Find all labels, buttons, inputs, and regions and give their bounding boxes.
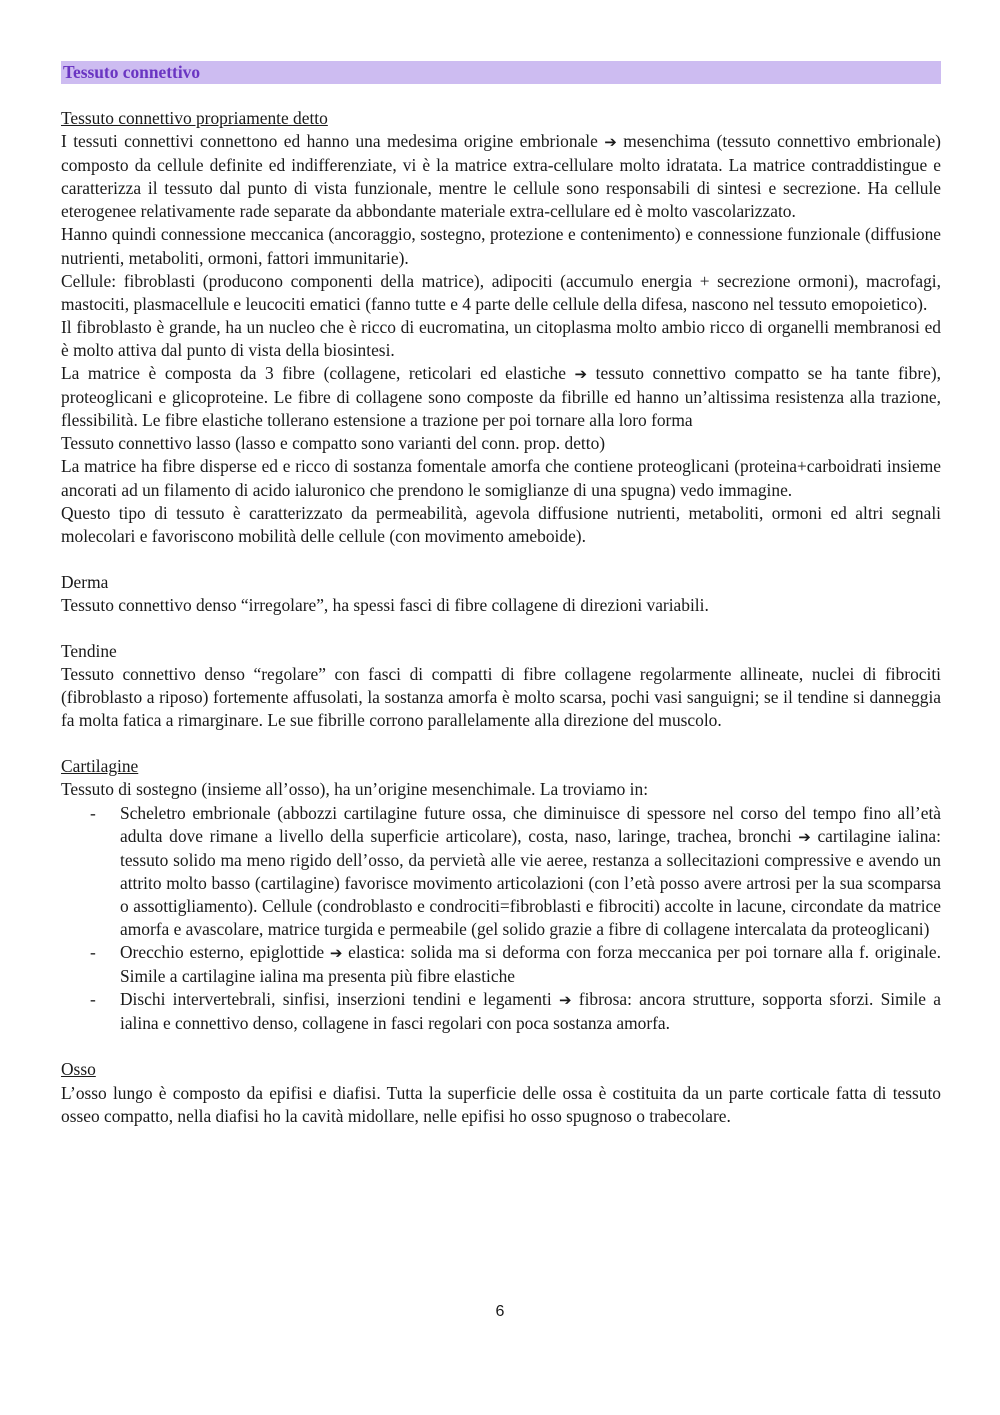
paragraph: Tessuto connettivo denso “irregolare”, ha spessi fasci di fibre collagene di direzioni variabili. (61, 594, 709, 615)
paragraph: Tessuto connettivo denso “regolare” con fasci di compatti di fibre collagene regolarmente allineate, nuclei di fibrociti (fibroblasto a riposo) fortemente affusolati, la sostanza amorfa è molto scarsa, pochi vasi sanguigni; se il tendine si danneggia fa molta fatica a rimarginare. Le sue fibrille corrono parallelamente alla direzione del muscolo. (61, 664, 941, 731)
paragraph: Tessuto connettivo lasso (lasso e compatto sono varianti del conn. prop. detto) (61, 433, 606, 454)
list-item: - Dischi intervertebrali, sinfisi, inserzioni tendini e legamenti ➔ fibrosa: ancora strutture, sopporta sforzi. Simile a ialina e connettivo denso, collagene in fasci regolari con poca sostanza amorfa. (90, 989, 941, 1034)
right-arrow-icon: ➔ (604, 133, 617, 152)
dash-bullet: - (90, 802, 96, 823)
paragraph: Cellule: fibroblasti (producono componenti della matrice), adipociti (accumulo energia + secrezione ormoni), macrofagi, mastociti, plasmacellule e leucociti ematici (fanno tutte e 4 parte delle cellule della difesa, nascono nel tessuto emopoietico). (61, 270, 941, 314)
subheading-derma: Derma (61, 571, 109, 592)
paragraph: Hanno quindi connessione meccanica (ancoraggio, sostegno, protezione e contenimento) e connessione funzionale (diffusione nutrienti, metaboliti, ormoni, fattori immunitarie). (61, 224, 941, 268)
paragraph: Il fibroblasto è grande, ha un nucleo che è ricco di eucromatina, un citoplasma molto ambio ricco di organelli membranosi ed è molto attiva dal punto di vista della biosintesi. (61, 316, 941, 360)
paragraph: I tessuti connettivi connettono ed hanno una medesima origine embrionale ➔ mesenchima (tessuto connettivo embrionale) composto da cellule definite ed indifferenziate, vi è la matrice extra-cellulare molto idratata. La matrice contraddistingue e caratterizza il tessuto dal punto di vista funzionale, mentre le cellule sono responsabili di sintesi e secrezione. Ha cellule eterogenee relativamente rade separate da abbondante materiale extra-cellulare ed è molto vascolarizzato. (61, 131, 941, 222)
right-arrow-icon: ➔ (329, 944, 343, 963)
paragraph: Questo tipo di tessuto è caratterizzato da permeabilità, agevola diffusione nutrienti, metaboliti, ormoni ed altri segnali molecolari e favoriscono mobilità delle cellule (con movimento ameboide). (61, 502, 941, 546)
subheading-osso: Osso (61, 1059, 96, 1080)
right-arrow-icon: ➔ (574, 365, 588, 384)
paragraph: L’osso lungo è composto da epifisi e diafisi. Tutta la superficie delle ossa è costituita da un parte corticale fatta di tessuto osseo compatto, nella diafisi ho la cavità midollare, nelle epifisi ho osso spugnoso o trabecolare. (61, 1082, 941, 1126)
dash-bullet: - (90, 989, 96, 1010)
subheading-tendine: Tendine (61, 640, 117, 661)
paragraph: La matrice è composta da 3 fibre (collagene, reticolari ed elastiche ➔ tessuto connettivo compatto se ha tante fibre), proteoglicani e glicoproteine. Le fibre di collagene sono composte da fibrille ed hanno un’altissima resistenza alla trazione, flessibilità. Le fibre elastiche tollerano estensione a trazione per poi tornare alla loro forma (61, 363, 941, 431)
subheading-cartilagine: Cartilagine (61, 756, 139, 777)
right-arrow-icon: ➔ (798, 827, 811, 846)
section-title: Tessuto connettivo (61, 61, 941, 84)
right-arrow-icon: ➔ (558, 991, 572, 1010)
list-item: - Scheletro embrionale (abbozzi cartilagine future ossa, che diminuisce di spessore nel corso del tempo fino all’età adulta dove rimane a livello della superficie articolare), costa, naso, laringe, trachea, bronchi ➔ cartilagine ialina: tessuto solido ma meno rigido dell’osso, da pervietà alle vie aeree, restanza a sollecitazioni compressive e avendo un attrito molto basso (cartilagine) favorisce movimento articolazioni (con l’età posso avere artrosi per la sua scomparsa o assottigliamento). Cellule (condroblasto e condrociti=fibroblasti e fibrociti) accolte in lacune, circondate da matrice amorfa e avascolare, matrice turgida e permeabile (gel solido grazie a fibre di collagene intercalata da proteoglicani) (90, 802, 941, 939)
list-item: - Orecchio esterno, epiglottide ➔ elastica: solida ma si deforma con forza meccanica per poi tornare alla f. originale. Simile a cartilagine ialina ma presenta più fibre elastiche (90, 942, 941, 987)
page-number: 6 (495, 1303, 505, 1320)
document-page (61, 61, 941, 1128)
subheading-tcpd: Tessuto connettivo propriamente detto (61, 108, 328, 128)
cartilage-list (61, 802, 941, 1036)
paragraph: Tessuto di sostegno (insieme all’osso), ha un’origine mesenchimale. La troviamo in: (61, 779, 649, 800)
paragraph: La matrice ha fibre disperse ed e ricco di sostanza fomentale amorfa che contiene proteoglicani (proteina+carboidrati insieme ancorati ad un filamento di acido ialuronico che prendono le somiglianze di una spugna) vedo immagine. (61, 456, 941, 500)
dash-bullet: - (90, 942, 96, 963)
